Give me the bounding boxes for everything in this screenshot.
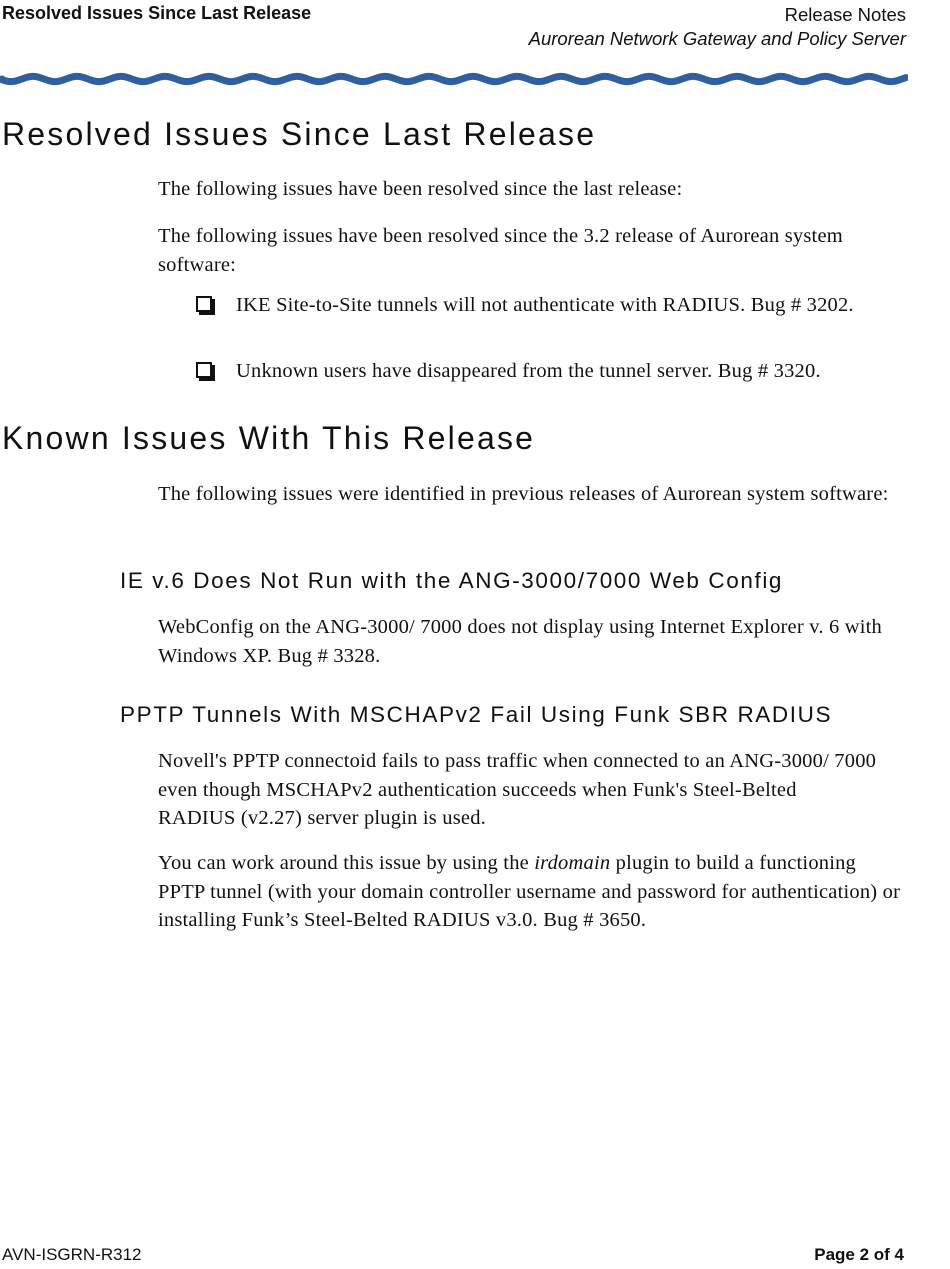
resolved-intro: The following issues have been resolved since the last release: [158, 178, 683, 200]
footer-doc-id: AVN-ISGRN-R312 [2, 1245, 142, 1264]
header-doc-info [529, 3, 906, 51]
checkbox-bullet-icon [196, 362, 212, 378]
issue-description-ie6: WebConfig on the ANG-3000/ 7000 does not display using Internet Explorer v. 6 with Windows XP. Bug # 3328. [158, 616, 882, 667]
header-wave-rule [0, 71, 908, 87]
section-heading-known: Known Issues With This Release [2, 420, 536, 456]
issue-title-ie6: IE v.6 Does Not Run with the ANG-3000/7000 Web Config [120, 568, 784, 593]
header-section-title: Resolved Issues Since Last Release [2, 3, 312, 23]
known-intro: The following issues were identified in previous releases of Aurorean system software: [158, 483, 889, 505]
workaround-text-before: You can work around this issue by using the [158, 852, 535, 874]
issue-workaround-pptp [158, 849, 903, 935]
workaround-plugin-name: irdomain [534, 852, 611, 874]
bullet-text: Unknown users have disappeared from the tunnel server. Bug # 3320. [236, 360, 821, 382]
workaround-text-after: plugin to build a functioning PPTP tunnel (with your domain controller username and password for authentication) or installing Funk’s Steel-Belted RADIUS v3.0. Bug # 3650. [158, 852, 901, 931]
bullet-text: IKE Site-to-Site tunnels will not authenticate with RADIUS. Bug # 3202. [236, 294, 854, 316]
issue-description-pptp: Novell's PPTP connectoid fails to pass traffic when connected to an ANG-3000/ 7000 even though MSCHAPv2 authentication succeeds when Funk's Steel-Belted RADIUS (v2.27) server plugin is used. [158, 750, 877, 829]
header-product-name: Aurorean Network Gateway and Policy Server [528, 28, 906, 49]
resolved-intro-detail: The following issues have been resolved since the 3.2 release of Aurorean system software: [158, 225, 843, 276]
checkbox-bullet-icon [196, 296, 212, 312]
issue-title-pptp: PPTP Tunnels With MSCHAPv2 Fail Using Funk SBR RADIUS [120, 702, 833, 727]
section-heading-resolved: Resolved Issues Since Last Release [2, 116, 597, 152]
footer-page-number: Page 2 of 4 [814, 1245, 904, 1264]
header-release-notes: Release Notes [784, 4, 906, 25]
